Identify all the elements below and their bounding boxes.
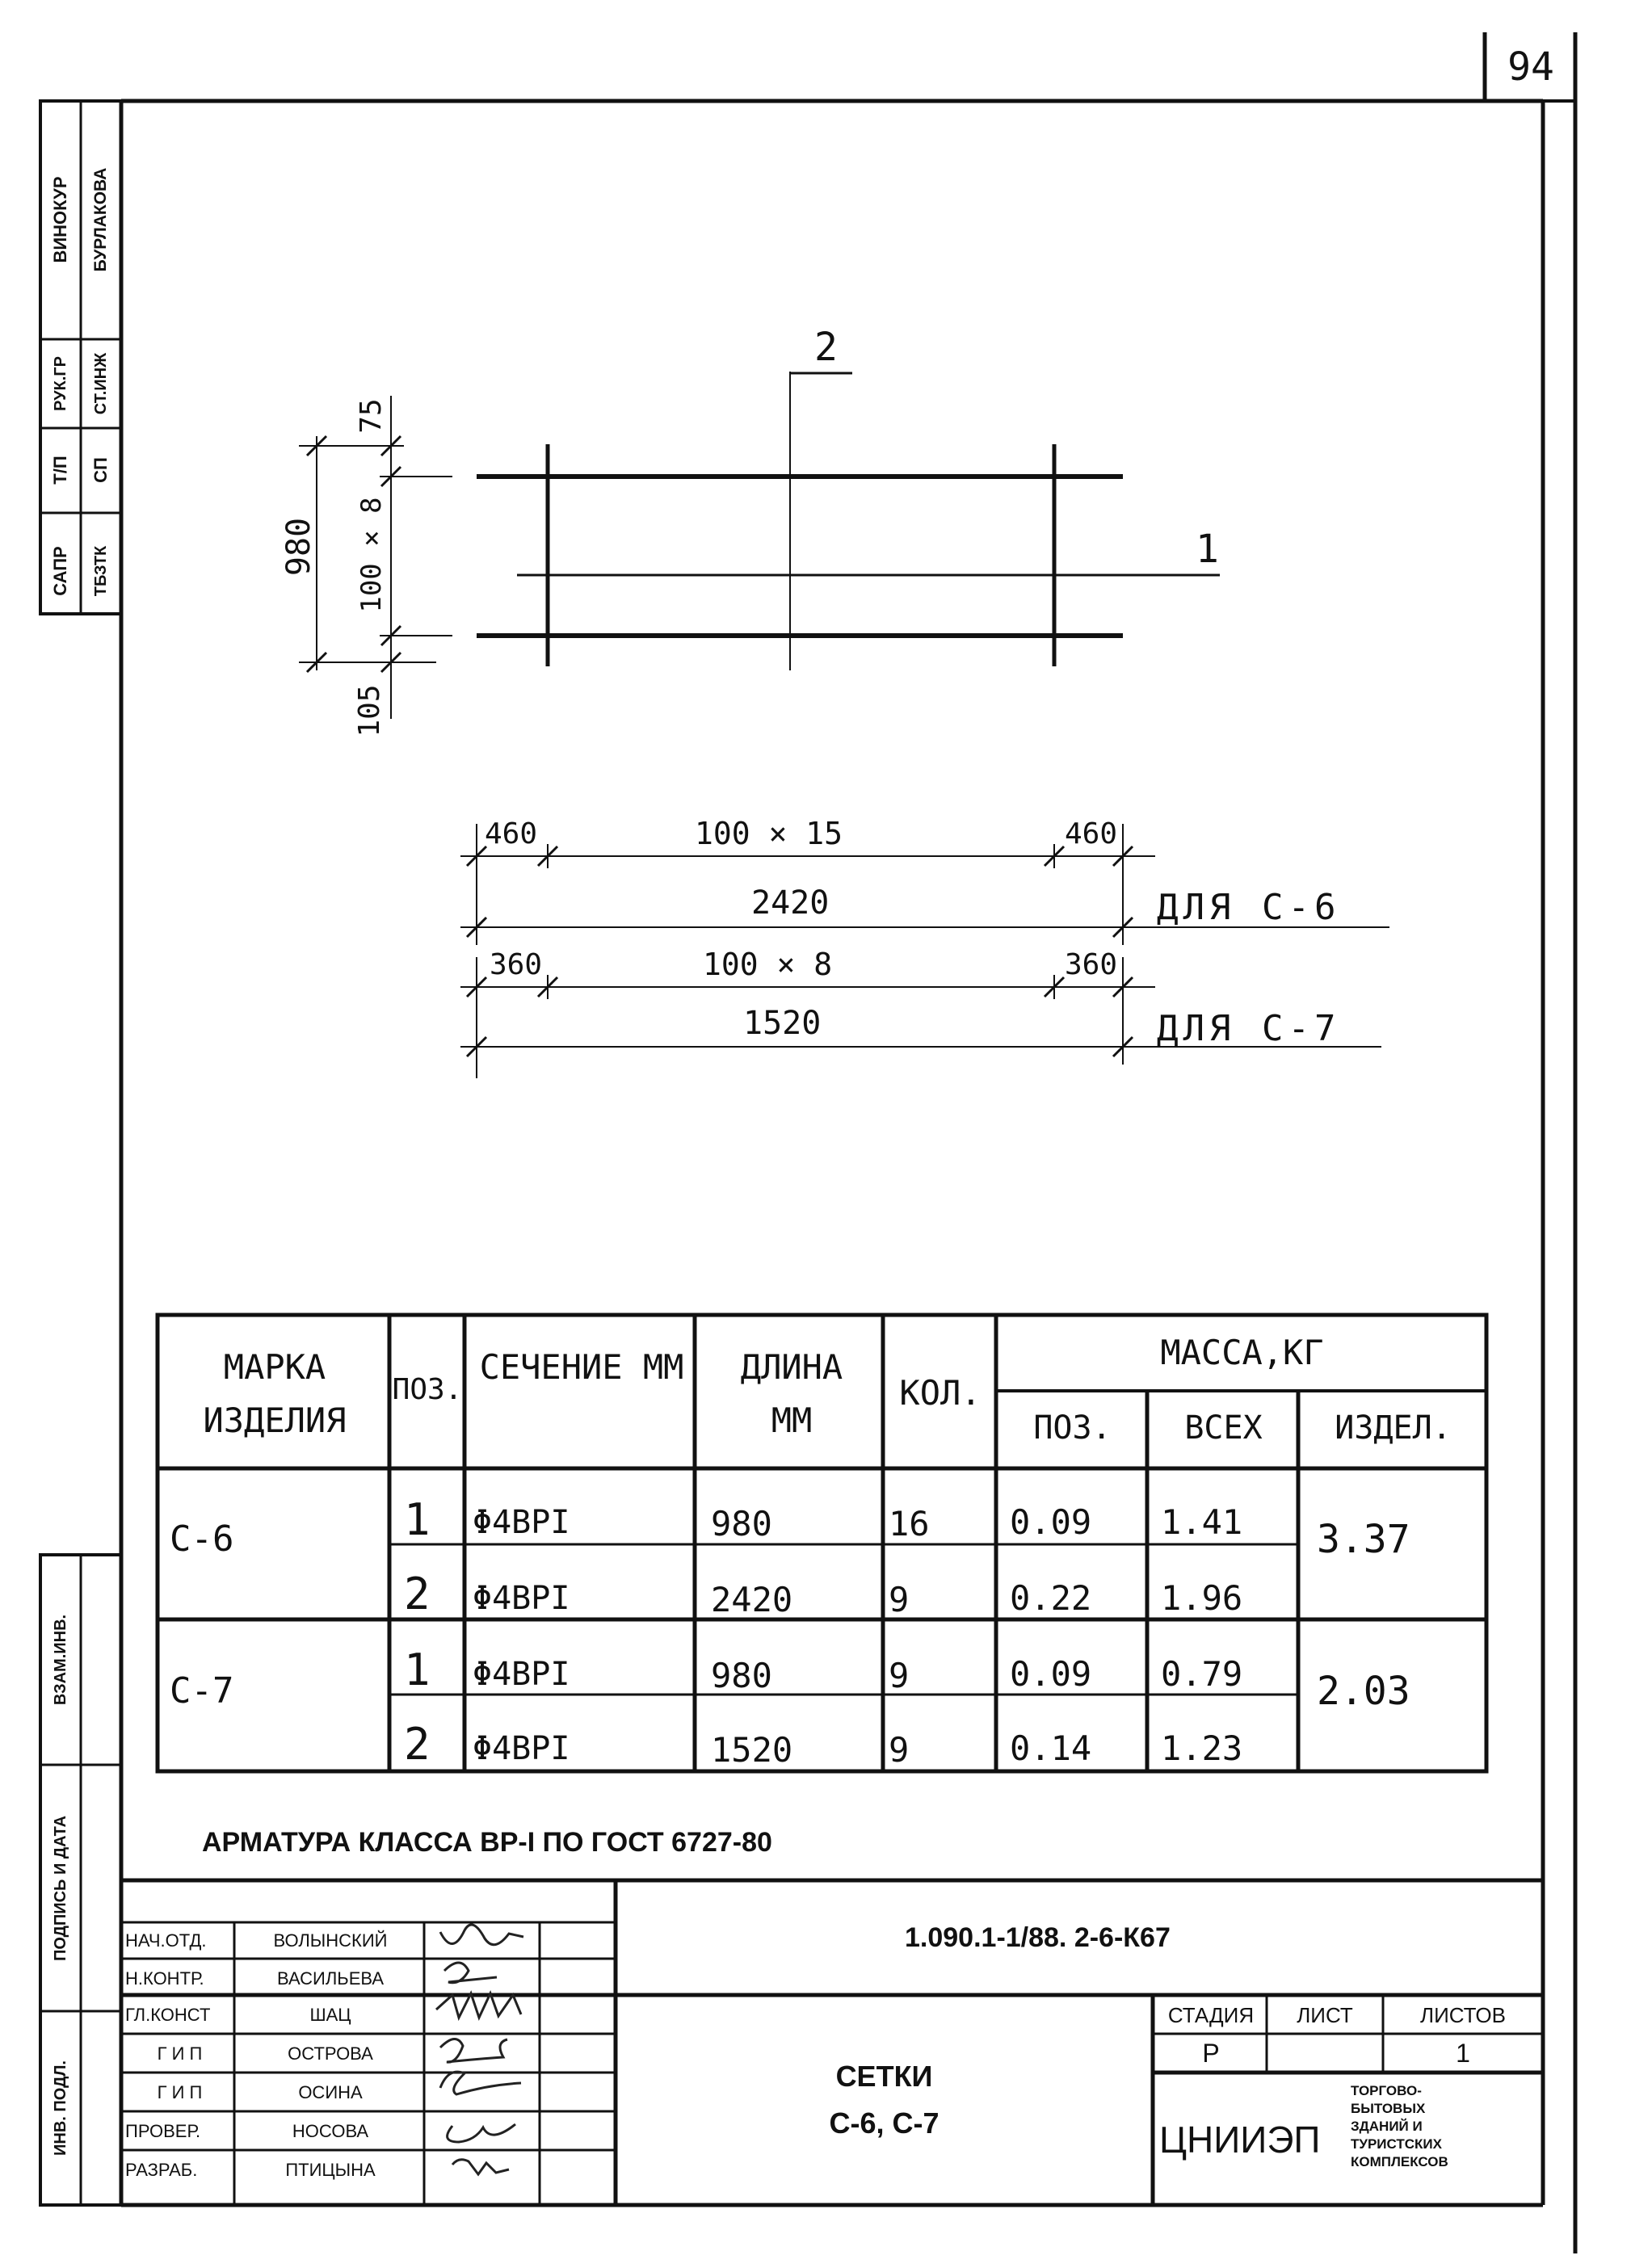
c6-row1-qty: 16 — [889, 1504, 930, 1544]
c7-row2-length: 1520 — [711, 1730, 793, 1770]
header-mark: МАРКА ИЗДЕЛИЯ — [203, 1347, 347, 1440]
c7-row1-length: 980 — [711, 1656, 772, 1695]
stamp-cell-tbztk: ТБЗТК — [92, 545, 110, 597]
dim-c6-total: 2420 — [751, 884, 830, 922]
dim-c6-right: 460 — [1065, 817, 1118, 850]
org-desc-line: ТОРГОВО- — [1351, 2083, 1422, 2098]
callout-2: 2 — [814, 325, 838, 370]
dim-c7-middle: 100 × 8 — [703, 947, 833, 982]
c7-row1-mass-pos: 0.09 — [1010, 1654, 1092, 1694]
org-desc-line: ЗДАНИЙ И — [1351, 2119, 1423, 2134]
name-2: ШАЦ — [309, 2005, 351, 2025]
dim-c7-total: 1520 — [743, 1005, 822, 1042]
stamp-podpis-data: ПОДПИСЬ И ДАТА — [52, 1815, 69, 1962]
c6-row2-length: 2420 — [711, 1580, 793, 1619]
c6-row1-mass-all: 1.41 — [1161, 1502, 1243, 1542]
label-c6: ДЛЯ С-6 — [1157, 887, 1341, 928]
mark-c7: С-7 — [170, 1670, 234, 1712]
c6-row1-mass-pos: 0.09 — [1010, 1502, 1092, 1542]
header-section: СЕЧЕНИЕ ММ — [479, 1347, 684, 1387]
stamp-cell-sp: СП — [90, 457, 111, 483]
role-1: Н.КОНТР. — [125, 1968, 204, 1989]
item-mass-c6: 3.37 — [1317, 1517, 1410, 1562]
org-desc-line: БЫТОВЫХ — [1351, 2101, 1426, 2116]
header-mass: МАССА,КГ — [1160, 1333, 1324, 1372]
role-4: Г И П — [157, 2082, 203, 2102]
sheets-label: ЛИСТОВ — [1420, 2003, 1506, 2027]
c6-row2-mass-pos: 0.22 — [1010, 1578, 1092, 1618]
c6-row1-pos: 1 — [404, 1494, 431, 1545]
callout-1: 1 — [1196, 527, 1219, 572]
dim-c7-left: 360 — [490, 948, 543, 981]
page-number: 94 — [1507, 44, 1554, 90]
name-3: ОСТРОВА — [288, 2043, 373, 2064]
reinforcement-note: АРМАТУРА КЛАССА ВР-I ПО ГОСТ 6727-80 — [202, 1827, 772, 1858]
section-drawing — [299, 372, 1220, 719]
header-mass-item: ИЗДЕЛ. — [1335, 1409, 1452, 1447]
sheets-value: 1 — [1456, 2039, 1470, 2068]
c7-row2-mass-pos: 0.14 — [1010, 1728, 1092, 1768]
c6-row2-mass-all: 1.96 — [1161, 1578, 1243, 1618]
sheet-label: ЛИСТ — [1297, 2003, 1353, 2027]
header-qty: КОЛ. — [899, 1373, 982, 1413]
name-6: ПТИЦЫНА — [285, 2160, 376, 2180]
stamp-cell-tp: Т/П — [50, 456, 70, 485]
name-4: ОСИНА — [298, 2082, 363, 2102]
c7-row1-section: Φ4ВРI — [473, 1656, 570, 1693]
stamp-inv-podl: ИНВ. ПОДЛ. — [52, 2060, 69, 2156]
org-desc-line: КОМПЛЕКСОВ — [1351, 2154, 1448, 2169]
c7-row2-mass-all: 1.23 — [1161, 1728, 1243, 1768]
role-5: ПРОВЕР. — [125, 2121, 201, 2141]
c6-row2-section: Φ4ВРI — [473, 1580, 570, 1617]
stamp-cell-stinzh: СТ.ИНЖ — [92, 352, 110, 415]
mark-c6: С-6 — [170, 1518, 234, 1560]
c6-row1-section: Φ4ВРI — [473, 1504, 570, 1541]
dim-c6-middle: 100 × 15 — [695, 816, 843, 851]
stage-label: СТАДИЯ — [1167, 2003, 1255, 2027]
c7-row1-mass-all: 0.79 — [1161, 1654, 1243, 1694]
dim-105: 105 — [353, 684, 386, 737]
dim-75: 75 — [355, 398, 388, 434]
dim-980: 980 — [280, 517, 317, 577]
c7-row2-pos: 2 — [404, 1719, 431, 1770]
header-length: ДЛИНА ММ — [740, 1347, 843, 1440]
title-block-grid — [121, 1880, 1543, 2205]
title-line-2: С-6, С-7 — [829, 2106, 940, 2140]
title-line-1: СЕТКИ — [835, 2060, 933, 2093]
role-0: НАЧ.ОТД. — [125, 1930, 207, 1951]
header-pos: ПОЗ. — [392, 1373, 463, 1406]
stamp-cell-rukgr: РУК.ГР — [52, 356, 69, 411]
dim-100x8: 100 × 8 — [355, 497, 388, 613]
c6-row2-pos: 2 — [404, 1569, 431, 1619]
signatures — [436, 1925, 523, 2174]
dim-c7-right: 360 — [1065, 948, 1118, 981]
role-6: РАЗРАБ. — [125, 2160, 198, 2180]
org-desc-line: ТУРИСТСКИХ — [1351, 2136, 1442, 2152]
stamp-cell-burlakova: БУРЛАКОВА — [91, 167, 110, 272]
name-5: НОСОВА — [292, 2121, 369, 2141]
c7-row2-section: Φ4ВРI — [473, 1730, 570, 1767]
stamp-cell-vinokur: ВИНОКУР — [50, 176, 70, 263]
name-0: ВОЛЫНСКИЙ — [273, 1930, 388, 1951]
item-mass-c7: 2.03 — [1317, 1669, 1410, 1714]
stamp-vzam-inv: ВЗАМ.ИНВ. — [52, 1614, 69, 1706]
role-3: Г И П — [157, 2043, 203, 2064]
stamp-cell-sapr: САПР — [50, 546, 70, 596]
c7-row1-qty: 9 — [889, 1656, 910, 1695]
header-mass-pos: ПОЗ. — [1033, 1409, 1112, 1447]
dim-c6-left: 460 — [485, 817, 538, 850]
c7-row2-qty: 9 — [889, 1730, 910, 1770]
name-1: ВАСИЛЬЕВА — [277, 1968, 384, 1989]
c6-row2-qty: 9 — [889, 1580, 910, 1619]
c6-row1-length: 980 — [711, 1504, 772, 1544]
role-2: ГЛ.КОНСТ — [125, 2005, 211, 2025]
header-mass-all: ВСЕХ — [1184, 1409, 1263, 1447]
org-name: ЦНИИЭП — [1159, 2119, 1321, 2161]
label-c7: ДЛЯ С-7 — [1157, 1008, 1341, 1049]
stage-value: Р — [1202, 2039, 1220, 2068]
org-description — [1351, 2082, 1448, 2171]
doc-code: 1.090.1-1/88. 2-6-К67 — [905, 1922, 1171, 1953]
c7-row1-pos: 1 — [404, 1644, 431, 1695]
